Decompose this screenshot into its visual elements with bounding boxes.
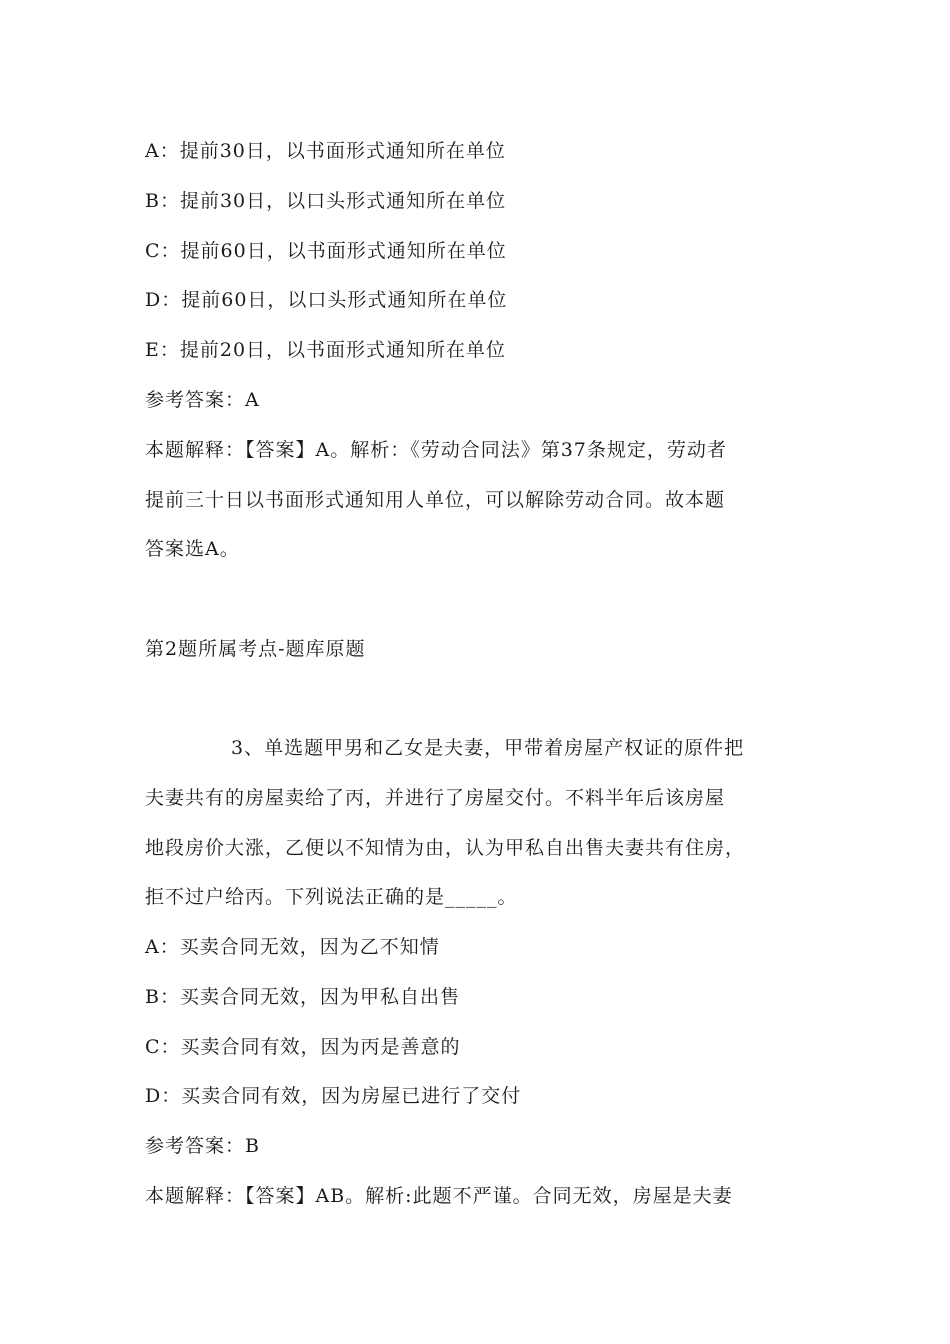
q3-option-c: C：买卖合同有效，因为丙是善意的 [145, 1036, 461, 1058]
q2-option-e: E：提前20日，以书面形式通知所在单位 [145, 339, 507, 361]
q3-option-b: B：买卖合同无效，因为甲私自出售 [145, 986, 460, 1008]
q2-option-a: A：提前30日，以书面形式通知所在单位 [145, 140, 506, 162]
q2-explanation-line-1: 本题解释：【答案】A。解析：《劳动合同法》第37条规定，劳动者 [145, 439, 727, 461]
q3-stem-line-4: 拒不过户给丙。下列说法正确的是_____。 [145, 886, 518, 908]
q2-topic: 第2题所属考点-题库原题 [145, 638, 366, 660]
q2-option-b: B：提前30日，以口头形式通知所在单位 [145, 190, 507, 212]
q3-stem-line-3: 地段房价大涨，乙便以不知情为由，认为甲私自出售夫妻共有住房， [145, 837, 746, 859]
q2-explanation-line-2: 提前三十日以书面形式通知用人单位，可以解除劳动合同。故本题 [145, 489, 726, 511]
q3-option-a: A：买卖合同无效，因为乙不知情 [145, 936, 440, 958]
q2-option-c: C：提前60日，以书面形式通知所在单位 [145, 240, 507, 262]
q3-option-d: D：买卖合同有效，因为房屋已进行了交付 [145, 1085, 522, 1107]
q3-answer: 参考答案：B [145, 1135, 260, 1157]
q2-explanation-line-3: 答案选A。 [145, 538, 240, 560]
q2-option-d: D：提前60日，以口头形式通知所在单位 [145, 289, 508, 311]
q3-explanation-line-1: 本题解释：【答案】AB。解析:此题不严谨。合同无效，房屋是夫妻 [145, 1185, 733, 1207]
q2-answer: 参考答案：A [145, 389, 260, 411]
q3-stem-line-1: 3、单选题甲男和乙女是夫妻，甲带着房屋产权证的原件把 [231, 737, 745, 759]
q3-stem-line-2: 夫妻共有的房屋卖给了丙，并进行了房屋交付。不料半年后该房屋 [145, 787, 726, 809]
